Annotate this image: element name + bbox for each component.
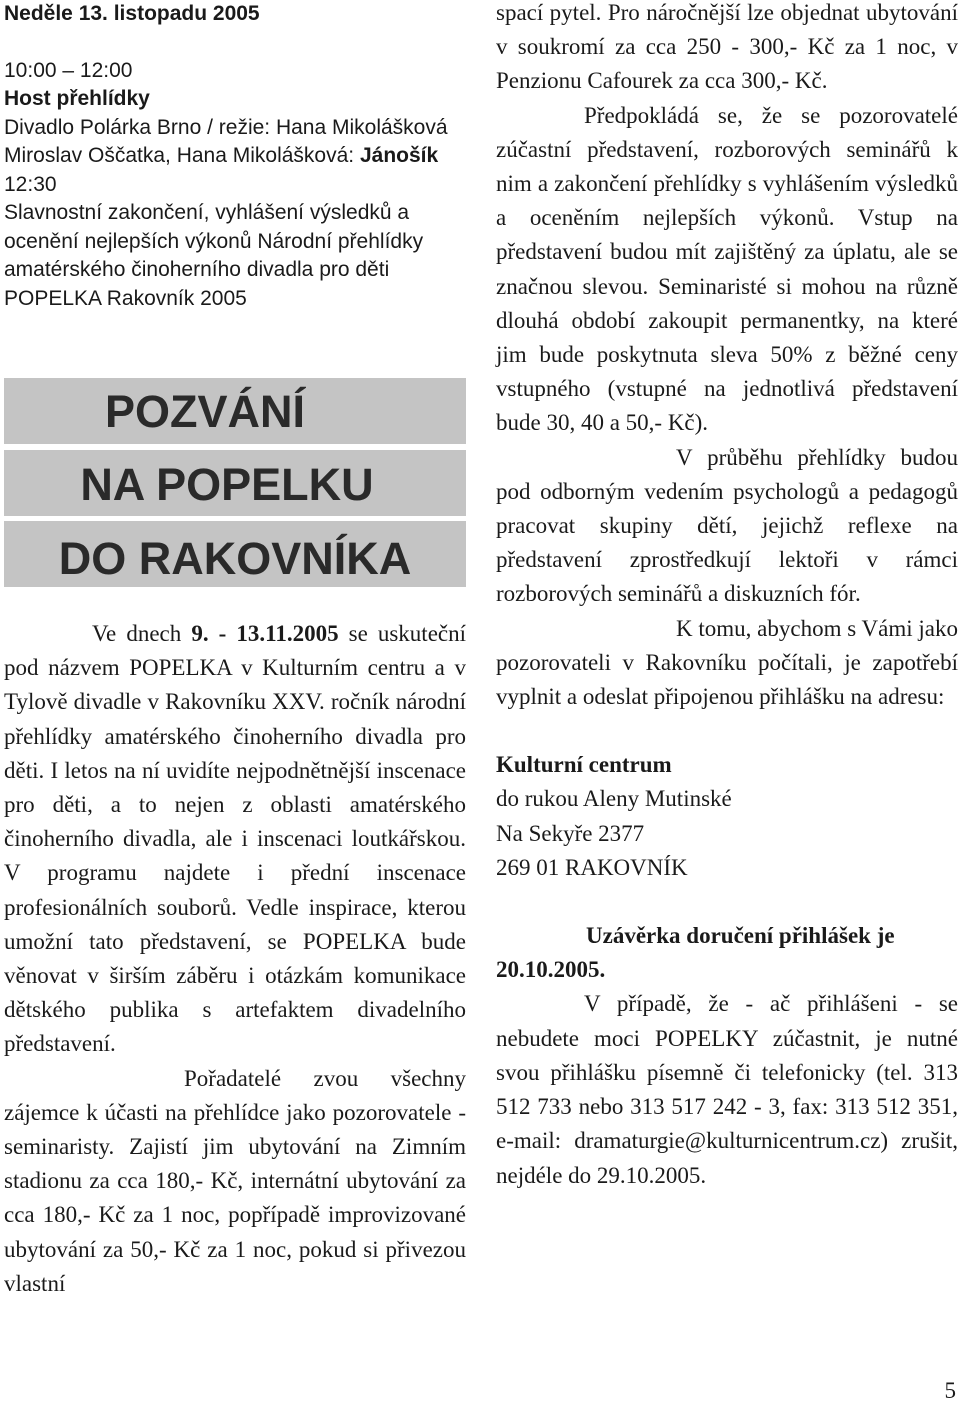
slot1-play: Jánošík xyxy=(359,144,439,167)
article-paragraph-5: K tomu, abychom s Vámi jako pozorovateli v Rakovníku počítali, je zapotřebí vyplnit a odeslat připojenou přihlášku na adresu: xyxy=(496,615,958,710)
address-org: Kulturní centrum xyxy=(496,752,672,778)
schedule-block xyxy=(4,0,466,313)
address-street: Na Sekyře 2377 xyxy=(496,820,645,846)
address-city: 269 01 RAKOVNÍK xyxy=(496,854,688,880)
cancel-paragraph: V případě, že - ač přihlášeni - se nebudete moci POPELKY zúčastnit, je nutné svou přihlášku písemně či telefonicky (tel. 313 512 733 nebo 313 517 242 - 3, fax: 313 512 351, e-mail: dramaturgie@kulturnicentrum.cz) zrušit, nejdéle do 29.10.2005. xyxy=(496,991,958,1188)
slot1-time: 10:00 – 12:00 xyxy=(4,58,133,82)
banner-line-1: POZVÁNÍ xyxy=(4,378,466,444)
address-block xyxy=(496,748,958,885)
article-paragraph-4: V průběhu přehlídky budou pod odborným vedením psychologů a pedagogů pracovat skupiny dětí, jejichž reflexe na představení zprostředkují lektoři v rámci rozborových seminářů a diskuzních fór. xyxy=(496,444,958,607)
article-paragraph-2: Pořadatelé zvou všechny zájemce k účasti na přehlídce jako pozorovatele - seminaristy. Zajistí jim ubytování na Zimním stadionu za cca 180,- Kč, internátní ubytování za cca 180,- Kč za 1 noc, popřípadě improvizované ubytování za 50,- Kč za 1 noc, pokud si přivezou vlastní xyxy=(4,1065,466,1296)
article-right xyxy=(496,0,958,1193)
article-paragraph-3: Předpokládá se, že se pozorovatelé zúčastní představení, rozborových seminářů k nim a zakončení přehlídky s vyhlášením výsledků a oceněním nejlepších výkonů. Vstup na představení budou mít zajištěný za úplatu, ale se značnou slevou. Seminaristé si mohou na různě dlouhá období zakoupit permanentky, na které jim bude poskytnuta sleva 50% z běžné ceny vstupného (vstupné na jednotlivá představení bude 30, 40 a 50,- Kč). xyxy=(496,102,958,436)
slot1-title: Host přehlídky xyxy=(4,87,150,110)
schedule-date-heading: Neděle 13. listopadu 2005 xyxy=(4,2,260,25)
deadline-label: Uzávěrka doručení přihlášek je xyxy=(586,923,895,949)
slot1-credits xyxy=(4,142,466,171)
deadline-date: 20.10.2005. xyxy=(496,957,606,983)
slot1-company: Divadlo Polárka Brno / režie: Hana Mikolášková xyxy=(4,115,448,139)
banner-line-3: DO RAKOVNÍKA xyxy=(4,521,466,587)
slot2-text: Slavnostní zakončení, vyhlášení výsledků a ocenění nejlepších výkonů Národní přehlídky amatérského činoherního divadla pro děti POPELKA Rakovník 2005 xyxy=(4,201,424,310)
slot1-authors: Miroslav Oščatka, Hana Mikolášková: xyxy=(4,144,360,167)
address-attn: do rukou Aleny Mutinské xyxy=(496,786,732,812)
article-paragraph-1: Ve dnech 9. - 13.11.2005 se uskuteční pod názvem POPELKA v Kulturním centru a v Tylově divadle v Rakovníku XXV. ročník národní přehlídky amatérského činoherního divadla pro děti. I letos na ní uvidíte nejpodnětnější inscenace pro děti, a to nejen z oblasti amatérského činoherního divadla, ale i inscenaci loutkářskou. V programu najdete i přední inscenace profesionálních souborů. Vedle inspirace, kterou umožní tato představení, se POPELKA bude věnovat v širším záběru i otázkám komunikace dětského publika s artefaktem divadelního představení. xyxy=(4,621,467,1057)
deadline-block xyxy=(496,919,958,987)
article-paragraph-2-continued: spací pytel. Pro náročnější lze objednat ubytování v soukromí za cca 250 - 300,- Kč za 1 noc, v Penzionu Cafourek za cca 300,- Kč. xyxy=(496,0,958,94)
banner-line-2: NA POPELKU xyxy=(4,450,466,516)
slot2-time: 12:30 xyxy=(4,172,57,196)
page-number: 5 xyxy=(944,1378,956,1403)
article-left xyxy=(4,617,466,1301)
